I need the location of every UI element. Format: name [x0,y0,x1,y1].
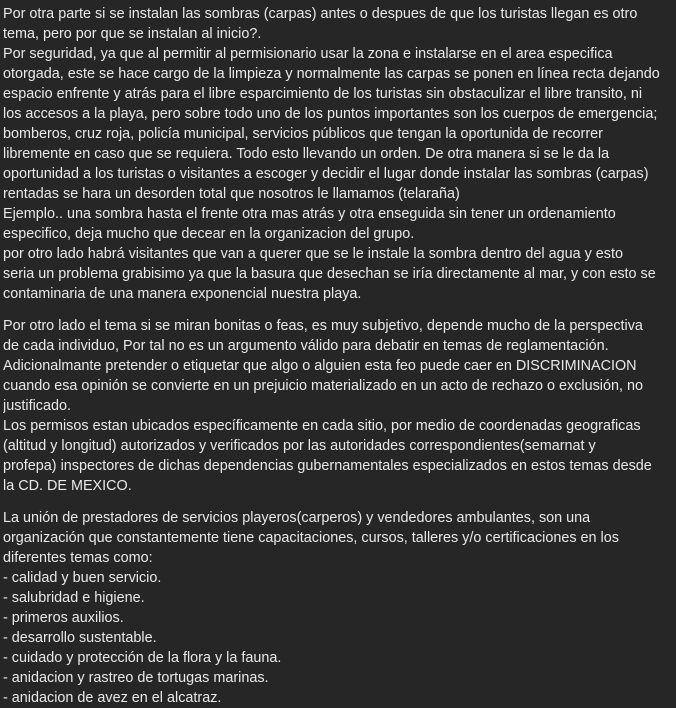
text-line: cuando esa opinión se convierte en un prejuicio materializado en un acto de rechazo o exclusión, no [3,378,643,394]
text-line: Por seguridad, ya que al permitir al permisionario usar la zona e instalarse en el area especifica [3,46,613,62]
text-line: espacio enfrente y atrás para el libre esparcimiento de los turistas sin obstaculizar el libre transito, ni [3,86,643,102]
text-line: por otro lado habrá visitantes que van a querer que se le instale la sombra dentro del agua y esto [3,246,623,262]
list-item: - primeros auxilios. [3,610,124,626]
message-paragraph-3 [3,508,676,708]
message-paragraph-2 [3,316,676,496]
text-line: Por otro lado el tema si se miran bonitas o feas, es muy subjetivo, depende mucho de la perspectiva [3,318,643,334]
text-line: tema, pero por que se instalan al inicio?. [3,26,262,42]
list-item: - salubridad e higiene. [3,590,145,606]
text-line: Los permisos estan ubicados específicamente en cada sitio, por medio de coordenadas geograficas [3,418,641,434]
text-line: contaminaria de una manera exponencial nuestra playa. [3,286,362,302]
message-paragraph-1 [3,4,676,304]
text-line: oportunidad a los turistas o visitantes a escoger y decidir el lugar donde instalar las sombras (carpas) [3,166,649,182]
text-line: La unión de prestadores de servicios playeros(carperos) y vendedores ambulantes, son una [3,510,591,526]
text-line: Ejemplo.. una sombra hasta el frente otra mas atrás y otra enseguida sin tener un ordenamiento [3,206,616,222]
text-line: Adicionalmante pretender o etiquetar que algo o alguien esta feo puede caer en DISCRIMINACION [3,358,637,374]
message-body [3,4,676,708]
text-line: bomberos, cruz roja, policía municipal, servicios públicos que tengan la oportunida de recorrer [3,126,603,142]
text-line: la CD. DE MEXICO. [3,478,132,494]
text-line: de cada individuo, Por tal no es un argumento válido para debatir en temas de reglamentación. [3,338,609,354]
text-line: otorgada, este se hace cargo de la limpieza y normalmente las carpas se ponen en línea recta dejando [3,66,660,82]
text-line: libremente en caso que se requiera. Todo esto llevando un orden. De otra manera si se le da la [3,146,610,162]
list-item: - anidacion y rastreo de tortugas marinas. [3,670,269,686]
text-line: organización que constantemente tiene capacitaciones, cursos, talleres y/o certificaciones en los [3,530,619,546]
text-line: los accesos a la playa, pero sobre todo uno de los puntos importantes son los cuerpos de emergencia; [3,106,658,122]
text-line: (altitud y longitud) autorizados y verificados por las autoridades correspondientes(semarnat y [3,438,596,454]
text-line: especifico, deja mucho que decear en la organizacion del grupo. [3,226,415,242]
text-line: diferentes temas como: [3,550,153,566]
text-line: justificado. [3,398,71,414]
list-item: - cuidado y protección de la flora y la fauna. [3,650,282,666]
text-line: seria un problema grabisimo ya que la basura que desechan se iría directamente al mar, y con esto se [3,266,656,282]
text-line: profepa) inspectores de dichas dependencias gubernamentales especializados en estos temas desde [3,458,652,474]
text-line: Por otra parte si se instalan las sombras (carpas) antes o despues de que los turistas llegan es otro [3,6,638,22]
list-item: - anidacion de avez en el alcatraz. [3,690,222,706]
list-item: - calidad y buen servicio. [3,570,162,586]
text-line: rentadas se hara un desorden total que nosotros le llamamos (telaraña) [3,186,460,202]
list-item: - desarrollo sustentable. [3,630,157,646]
